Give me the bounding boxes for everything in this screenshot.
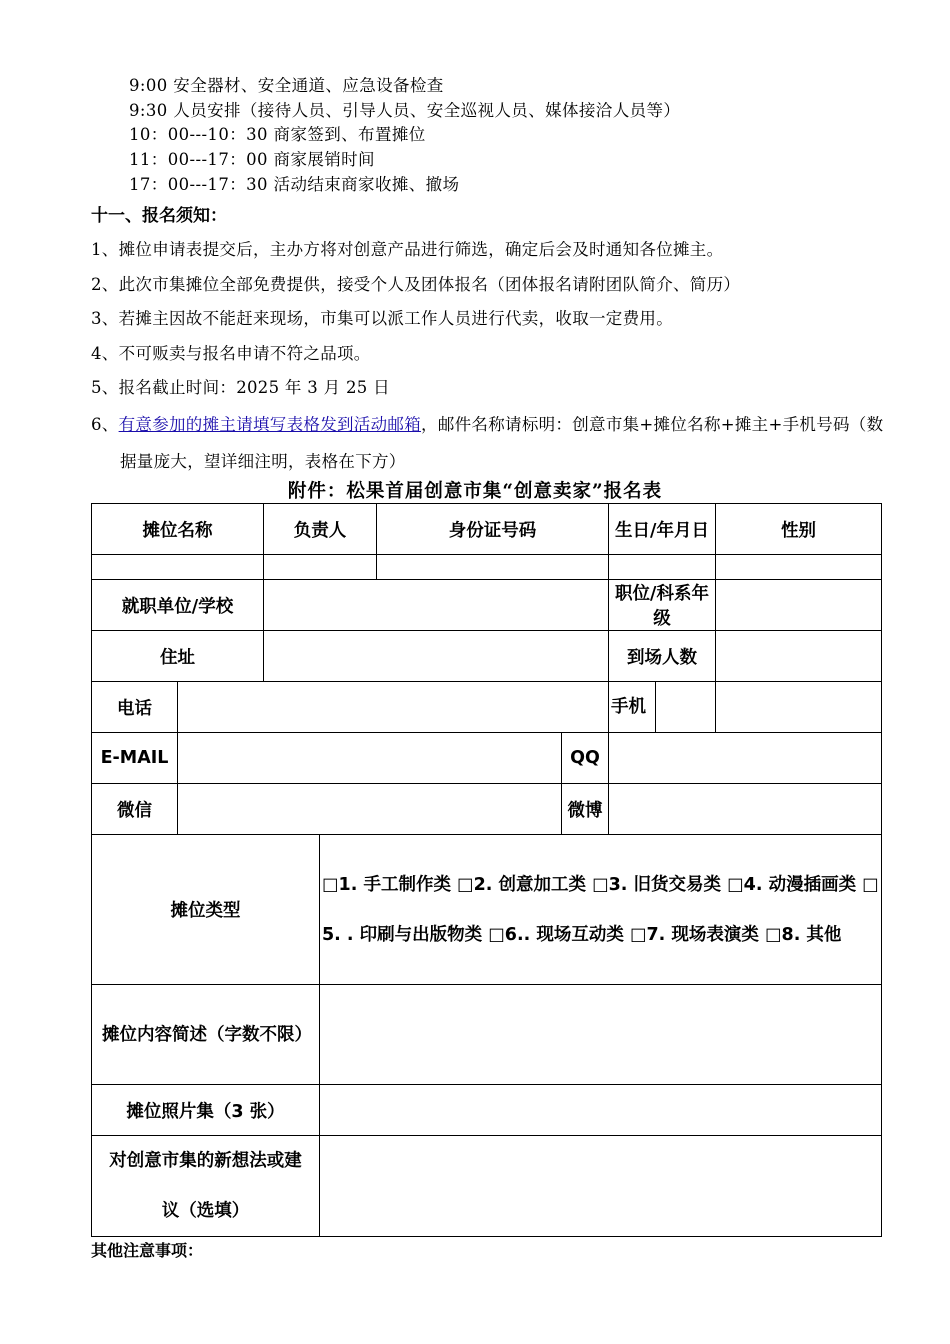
wechat-field[interactable]: [178, 784, 562, 835]
stall-type-options[interactable]: □1. 手工制作类 □2. 创意加工类 □3. 旧货交易类 □4. 动漫插画类 □5. . 印刷与出版物类 □6.. 现场互动类 □7. 现场表演类 □8. 其他: [320, 835, 882, 985]
suggestions-label: 对创意市集的新想法或建议（选填）: [92, 1136, 320, 1237]
photos-field[interactable]: [320, 1085, 882, 1136]
notice-item: 1、摊位申请表提交后，主办方将对创意产品进行筛选，确定后会及时通知各位摊主。: [91, 240, 724, 259]
notice-item: 3、若摊主因故不能赶来现场，市集可以派工作人员进行代卖，收取一定费用。: [91, 309, 673, 329]
phone-label: 电话: [92, 682, 178, 733]
form-title: 附件：松果首届创意市集“创意卖家”报名表: [287, 481, 663, 502]
birthday-label: 生日/年月日: [609, 504, 716, 555]
mobile-label: [609, 682, 716, 733]
suggestions-field[interactable]: [320, 1136, 882, 1237]
gender-label: 性别: [716, 504, 882, 555]
schedule-item: 9:30 人员安排（接待人员、引导人员、安全巡视人员、媒体接洽人员等）: [129, 100, 681, 120]
stall-name-label: 摊位名称: [92, 504, 264, 555]
birthday-field[interactable]: [609, 555, 716, 580]
notice-number: 6、: [91, 414, 119, 434]
notice-item: [91, 406, 891, 480]
schedule-item: 17：00---17：30 活动结束商家收摊、撤场: [129, 174, 460, 194]
mobile-label-text: 手机: [611, 682, 656, 732]
notice-item: 4、不可贩卖与报名申请不符之品项。: [91, 343, 371, 363]
address-field[interactable]: [264, 631, 609, 682]
weibo-label: 微博: [562, 784, 609, 835]
notice-item: 2、此次市集摊位全部免费提供，接受个人及团体报名（团体报名请附团队简介、简历）: [91, 274, 741, 294]
footer-note: 其他注意事项：: [91, 1241, 204, 1260]
qq-field[interactable]: [609, 733, 882, 784]
stall-name-field[interactable]: [92, 555, 264, 580]
schedule-item: 9:00 安全器材、安全通道、应急设备检查: [129, 76, 444, 95]
schedule-item: 10：00---10：30 商家签到、布置摊位: [129, 125, 426, 145]
registration-form: [91, 503, 882, 1237]
phone-field[interactable]: [178, 682, 609, 733]
content-desc-label: 摊位内容简述（字数不限）: [92, 985, 320, 1085]
event-schedule: [129, 74, 680, 198]
qq-label: QQ: [562, 733, 609, 784]
employer-school-label: 就职单位/学校: [92, 580, 264, 631]
weibo-field[interactable]: [609, 784, 882, 835]
notice-item: 5、报名截止时间：2025 年 3 月 25 日: [91, 378, 390, 398]
id-number-field[interactable]: [377, 555, 609, 580]
gender-field[interactable]: [716, 555, 882, 580]
photos-label: 摊位照片集（3 张）: [92, 1085, 320, 1136]
person-in-charge-field[interactable]: [264, 555, 377, 580]
employer-school-field[interactable]: [264, 580, 609, 631]
email-field[interactable]: [178, 733, 562, 784]
position-grade-field[interactable]: [716, 580, 882, 631]
registration-notice: [91, 233, 891, 480]
content-desc-field[interactable]: [320, 985, 882, 1085]
email-label: E-MAIL: [92, 733, 178, 784]
attendees-label: 到场人数: [609, 631, 716, 682]
mobile-field[interactable]: [716, 682, 882, 733]
stall-type-label: 摊位类型: [92, 835, 320, 985]
wechat-label: 微信: [92, 784, 178, 835]
position-grade-label: 职位/科系年级: [609, 580, 716, 631]
attendees-field[interactable]: [716, 631, 882, 682]
section-heading: 十一、报名须知：: [91, 206, 227, 226]
address-label: 住址: [92, 631, 264, 682]
person-in-charge-label: 负责人: [264, 504, 377, 555]
schedule-item: 11：00---17：00 商家展销时间: [129, 150, 375, 170]
notice-text: ，邮件名称请标明：创意市集+摊位名称+摊主+手机号码（数据量庞大，望详细注明，表格在下方）: [120, 414, 884, 471]
email-link[interactable]: 有意参加的摊主请填写表格发到活动邮箱: [118, 414, 422, 434]
id-number-label: 身份证号码: [377, 504, 609, 555]
